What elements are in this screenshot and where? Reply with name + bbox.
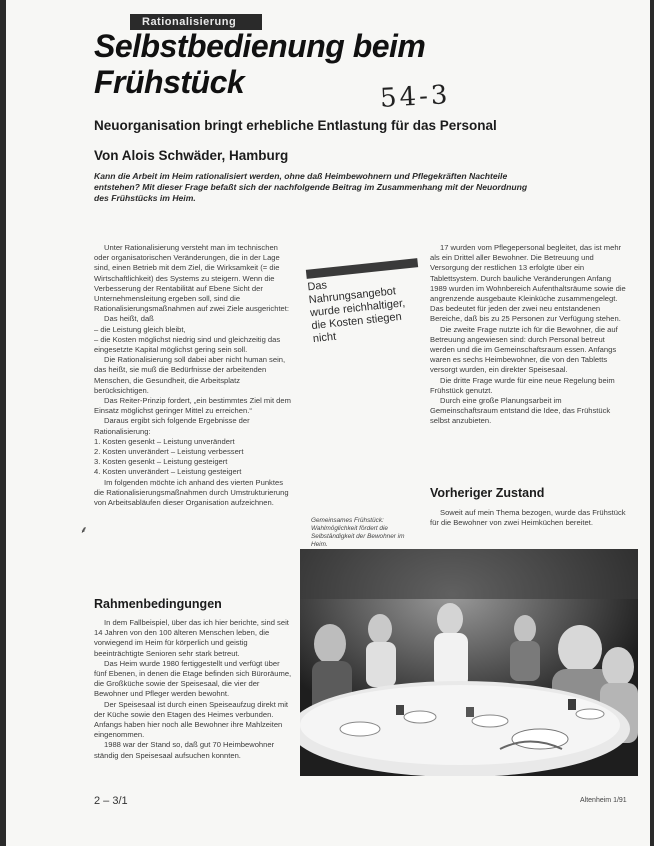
paragraph: Soweit auf mein Thema bezogen, wurde das Frühstück für die Bewohner von zwei Heimküchen bereitet. bbox=[430, 508, 626, 528]
list-item: 2. Kosten unverändert – Leistung verbessert bbox=[94, 447, 244, 457]
paragraph: 1988 war der Stand so, daß gut 70 Heimbewohner ständig den Speisesaal aufsuchen konnten. bbox=[94, 740, 275, 760]
column-2-text bbox=[430, 243, 630, 468]
page-number-note: 2 – 3/1 bbox=[94, 795, 128, 807]
column-2b-text bbox=[430, 508, 630, 532]
handwritten-note: 54-3 bbox=[379, 80, 452, 114]
paragraph: Die Rationalisierung soll dabei aber nicht human sein, das heißt, sie muß die Bedürfnisse der arbeitenden Menschen, die Gesundheit, die Arbeitsplatz berücksichtigen. bbox=[94, 355, 286, 395]
paragraph: Das Reiter-Prinzip fordert, „ein bestimmtes Ziel mit dem Einsatz möglichst geringer Mittel zu erreichen.“ bbox=[94, 396, 291, 416]
paragraph: 17 wurden vom Pflegepersonal begleitet, das ist mehr als ein Drittel aller Bewohner. Die Betreuung und Versorgung der restlichen 13 erfolgte über ein Tablettsystem. Durch bauliche Veränderungen Anfang 1989 wurden im Wohnbereich Aufenthaltsräume sowie die angrenzende ausgebaute Kleinküche zusammengelegt. Das bedeutet für jeden der zwei neu entstandenen Bereiche, daß bis zu 25 Personen zur Verfügung stehen. bbox=[430, 243, 626, 324]
rubric-label: Rationalisierung bbox=[130, 14, 262, 30]
column-1b-text bbox=[94, 618, 292, 782]
publication-footer: Altenheim 1/91 bbox=[580, 797, 627, 804]
list-item: 3. Kosten gesenkt – Leistung gesteigert bbox=[94, 457, 228, 467]
paragraph: Das Heim wurde 1980 fertiggestellt und verfügt über fünf Ebenen, in denen die Etage befinden sich Büroräume, die Großküche sowie der Speisesaal, die vier der Bewohner und Pfleger werden bewohnt. bbox=[94, 658, 292, 699]
heading-vorheriger-zustand: Vorheriger Zustand bbox=[430, 486, 545, 500]
article-subtitle: Neuorganisation bringt erhebliche Entlastung für das Personal bbox=[94, 118, 497, 133]
breakfast-photo bbox=[300, 549, 638, 776]
list-item: – die Kosten möglichst niedrig sind und gleichzeitig das eingesetzte Kapital möglichst gering sein soll. bbox=[94, 334, 281, 355]
paragraph: Das heißt, daß bbox=[104, 314, 154, 324]
list-item: 4. Kosten unverändert – Leistung gesteigert bbox=[94, 467, 242, 477]
list-item: 1. Kosten gesenkt – Leistung unverändert bbox=[94, 436, 235, 446]
breakfast-scene-illustration bbox=[300, 549, 638, 776]
scan-edge-left bbox=[0, 0, 6, 846]
heading-rahmenbedingungen: Rahmenbedingungen bbox=[94, 597, 222, 611]
paragraph: Die zweite Frage nutzte ich für die Bewohner, die auf Betreuung angewiesen sind: durch Personal betreut werden und die im Gemeinschaftsraum essen. Anfangs waren es sechs Heimbewohner, die von den Tabletts versorgt wurden, ein direkter Speisesaal. bbox=[430, 324, 618, 375]
paragraph: Die dritte Frage wurde für eine neue Regelung beim Frühstück genutzt. bbox=[430, 375, 615, 395]
pull-quote: Das Nahrungsangebot wurde reichhaltiger, die Kosten stiegen nicht bbox=[306, 279, 406, 346]
paragraph: Im folgenden möchte ich anhand des vierten Punktes die Rationalisierungsmaßnahmen durch Umstrukturierung von Arbeitsabläufen dieser Organisation aufzeichnen. bbox=[94, 477, 289, 508]
title-line-1: Selbstbedienung beim bbox=[94, 28, 426, 64]
list-item: – die Leistung gleich bleibt, bbox=[94, 324, 186, 334]
author-line: Von Alois Schwäder, Hamburg bbox=[94, 148, 289, 163]
lead-paragraph: Kann die Arbeit im Heim rationalisiert werden, ohne daß Heimbewohnern und Pflegekräften Nachteile entstehen? Mit dieser Frage befaßt sich der nachfolgende Beitrag im Zusammenhang mit der Neuordnung des Frühstücks im Heim. bbox=[94, 171, 528, 203]
title-line-2: Frühstück bbox=[94, 64, 245, 100]
paragraph: Durch eine große Planungsarbeit im Gemeinschaftsraum entstand die Idee, das Frühstück selbst anzubieten. bbox=[430, 396, 611, 426]
photo-caption: Gemeinsames Frühstück: Wahlmöglichkeit fördert die Selbständigkeit der Bewohner im Heim. bbox=[311, 517, 405, 548]
margin-mark: ⸙ bbox=[80, 525, 88, 536]
scan-edge-right bbox=[650, 0, 654, 846]
paragraph: In dem Fallbeispiel, über das ich hier berichte, sind seit 14 Jahren von den 100 älteren Menschen leben, die vorwiegend im Heim für körperlich und geistig beeinträchtigte Senioren sehr stark betreut. bbox=[94, 618, 289, 658]
paragraph: Der Speisesaal ist durch einen Speiseaufzug direkt mit der Küche sowie den Etagen des Heimes verbunden. Anfangs haben hier noch alle Bewohner ihre Mahlzeiten eingenommen. bbox=[94, 699, 289, 740]
column-1-text bbox=[94, 243, 292, 566]
paragraph: Daraus ergibt sich folgende Ergebnisse der Rationalisierung: bbox=[94, 416, 250, 436]
paragraph: Unter Rationalisierung versteht man im technischen oder organisatorischen Veränderungen, die in der Lage sind, einen Betrieb mit dem Ziel, die Wirksamkeit (= die Wirtschaftlichkeit) des Systems zu steigern. Wenn die Verbesserung der Rentabilität auf Ebene Sicht der Unternehmensleitung ergeben soll, sind die Rationalisierungsmaßnahmen auf zwei Ziele ausgerichtet: bbox=[94, 243, 290, 314]
